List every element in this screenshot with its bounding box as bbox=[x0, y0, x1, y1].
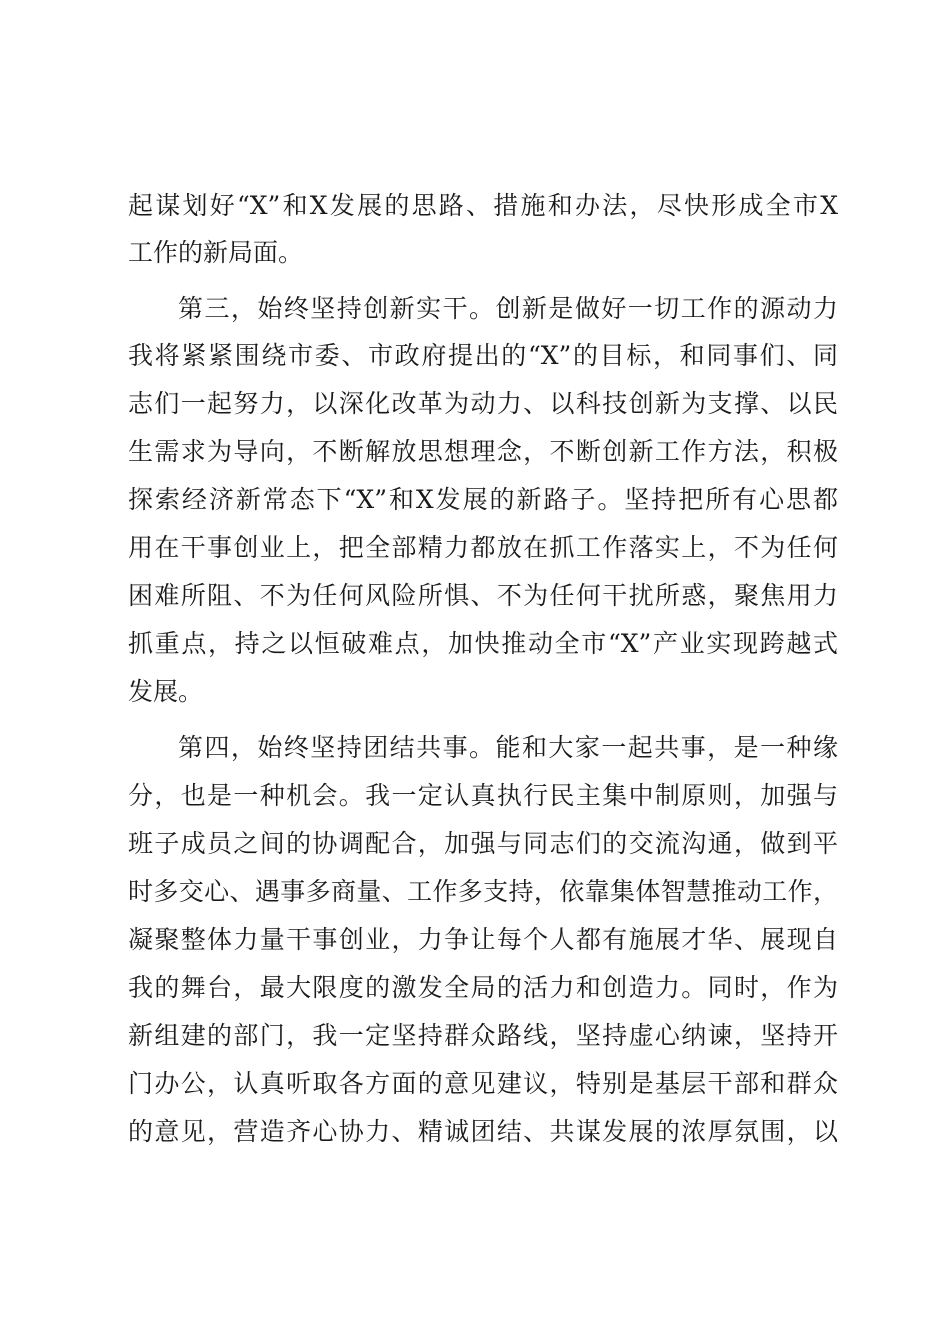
text-line: 志们一起努力，以深化改革为动力、以科技创新为支撑、以民 bbox=[128, 389, 838, 418]
text-line: 用在干事创业上，把全部精力都放在抓工作落实上，不为任何 bbox=[128, 533, 838, 562]
text-line: 门办公，认真听取各方面的意见建议，特别是基层干部和群众 bbox=[128, 1069, 838, 1098]
text-line: 我将紧紧围绕市委、市政府提出的“X”的目标，和同事们、同 bbox=[128, 341, 838, 370]
text-line: 凝聚整体力量干事创业，力争让每个人都有施展才华、展现自 bbox=[128, 925, 838, 954]
paragraph-start-line: 第四，始终坚持团结共事。能和大家一起共事，是一种缘 bbox=[178, 733, 838, 762]
text-line: 抓重点，持之以恒破难点，加快推动全市“X”产业实现跨越式 bbox=[128, 629, 838, 658]
text-line: 工作的新局面。 bbox=[128, 238, 304, 267]
text-line: 困难所阻、不为任何风险所惧、不为任何干扰所惑，聚焦用力 bbox=[128, 581, 838, 610]
text-line: 我的舞台，最大限度的激发全局的活力和创造力。同时，作为 bbox=[128, 973, 838, 1002]
text-line: 时多交心、遇事多商量、工作多支持，依靠集体智慧推动工作， bbox=[128, 877, 838, 906]
paragraph-start-line: 第三，始终坚持创新实干。创新是做好一切工作的源动力 bbox=[178, 294, 838, 323]
text-line: 的意见，营造齐心协力、精诚团结、共谋发展的浓厚氛围，以 bbox=[128, 1117, 838, 1146]
text-line: 班子成员之间的协调配合，加强与同志们的交流沟通，做到平 bbox=[128, 829, 838, 858]
text-line: 探索经济新常态下“X”和X发展的新路子。坚持把所有心思都 bbox=[128, 485, 838, 514]
text-line: 新组建的部门，我一定坚持群众路线，坚持虚心纳谏，坚持开 bbox=[128, 1021, 838, 1050]
text-line: 分，也是一种机会。我一定认真执行民主集中制原则，加强与 bbox=[128, 781, 838, 810]
text-line: 起谋划好“X”和X发展的思路、措施和办法，尽快形成全市X bbox=[128, 191, 838, 220]
text-line: 发展。 bbox=[128, 677, 204, 706]
text-line: 生需求为导向，不断解放思想理念，不断创新工作方法，积极 bbox=[128, 437, 838, 466]
